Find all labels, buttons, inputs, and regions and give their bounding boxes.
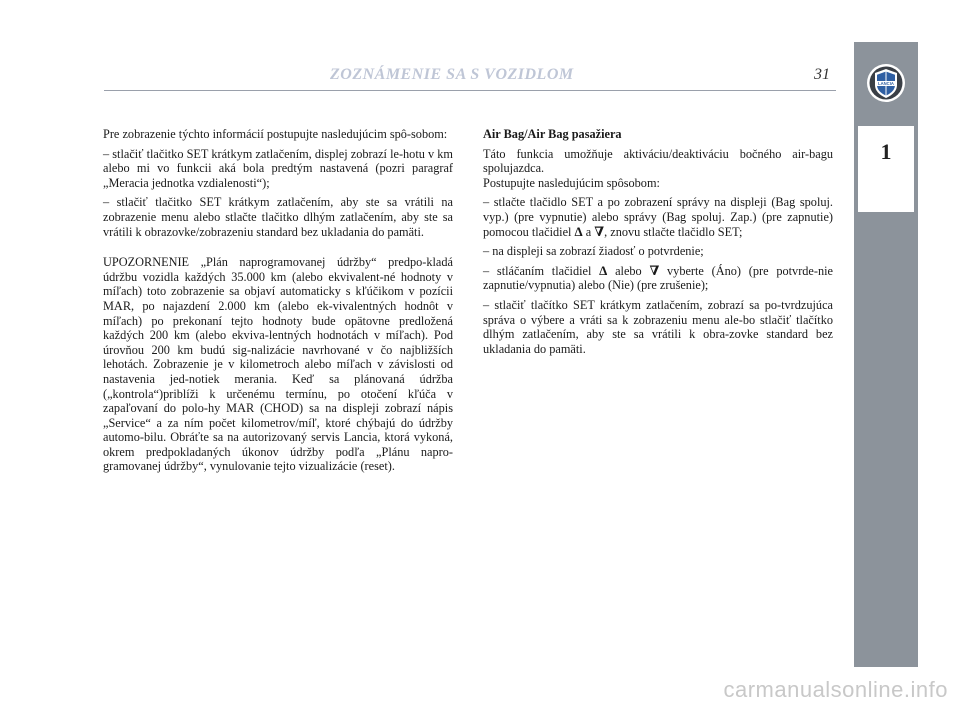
paragraph-text: , znovu stlačte tlačidlo SET; <box>604 224 743 239</box>
paragraph-text: Táto funkcia umožňuje aktiváciu/deaktiváciu bočného air-bagu spolujazdca. <box>483 146 833 176</box>
page-header-title: ZOZNÁMENIE SA S VOZIDLOM <box>330 66 574 83</box>
page-number: 31 <box>814 66 830 83</box>
paragraph-text: vyberte (Áno) (pre potvrde-nie zapnutie/vypnutia) alebo (Nie) (pre zrušenie); <box>483 263 834 293</box>
up-arrow-icon: Δ <box>574 223 583 239</box>
paragraph: – na displeji sa zobrazí žiadosť o potvrdenie; <box>483 244 704 259</box>
logo-lettering: LANCIA <box>878 81 894 86</box>
paragraph-text: alebo <box>607 263 650 278</box>
paragraph: Postupujte nasledujúcim spôsobom: <box>483 175 660 190</box>
up-arrow-icon: Δ <box>599 262 608 278</box>
lancia-shield-icon <box>866 63 906 103</box>
paragraph: – stlačiť tlačitko SET krátkym zatlačením, displej zobrazí le-hotu v km alebo mi vo funkcii aká bola predtým nastavená (pozri paragraf „Meracia jednotka vzdialenosti“); <box>103 146 453 190</box>
paragraph: – stlačiť tlačitko SET krátkym zatlačením, aby ste sa vrátili na zobrazenie menu alebo stlačte tlačitko dlhým zatlačením, aby ste sa vrátili k obrazovke/zobrazeniu standard bez ukladania do pamäti. <box>103 195 453 239</box>
maintenance-warning-paragraph: UPOZORNENIE „Plán naprogramovanej údržby“ predpo-kladá údržbu vozidla každých 35.000 km (alebo ekvivalent-né hodnoty v míľach) toto zobrazenie sa objaví automaticky s kľúčikom v pozícii MAR, po najazdení 2.000 km (alebo ek-vivalentných hodnôt v míľach) po prekonaní tejto hodnoty bude opätovne predložená každých 200 km (alebo ekviva-lentných hodnotách v míľach). Pod úrovňou 200 km budú sig-nalizácie navrhované v čo najbližších lehotách. Zobrazenie je v kilometroch alebo míľach v závislosti od nastavenia jed-notiek merania. Keď sa plánovaná údržba („kontrola“)priblíži k určenému termínu, po otočení kľúča v zapaľovaní do polo-hy MAR (CHOD) sa na displeji zobrazí nápis „Service“ a za ním počet kilometrov/míľ, ktoré chýbajú do údržby automo-bilu. Obráťte sa na autorizovaný servis Lancia, ktorá vykoná, okrem predpokladaných úkonov údržby podľa „Plánu napro-gramovanej údržby“, vynulovanie tejto vizualizácie (reset). <box>103 255 453 474</box>
paragraph <box>483 195 833 239</box>
left-column <box>103 127 453 479</box>
down-arrow-icon: ∇ <box>649 262 660 278</box>
paragraph: – stlačiť tlačítko SET krátkym zatlačením, zobrazí sa po-tvrdzujúca správa o výbere a vráti sa k zobrazeniu menu ale-bo stlačiť tlačítko dlhým zatlačením, aby ste sa vrátili k obra-zovke standard bez ukladania do pamäti. <box>483 297 833 356</box>
paragraph <box>483 264 833 293</box>
chapter-side-tab <box>854 42 918 667</box>
chapter-number: 1 <box>858 126 914 212</box>
watermark: carmanualsonline.info <box>723 677 948 702</box>
paragraph <box>483 147 833 176</box>
header-divider <box>104 90 836 91</box>
logo-box <box>854 42 918 122</box>
paragraph-text: – stláčaním tlačidiel <box>483 263 600 278</box>
section-title-airbag: Air Bag/Air Bag pasažiera <box>483 127 622 141</box>
paragraph-text: a <box>582 224 595 239</box>
right-column <box>483 127 833 361</box>
paragraph: Pre zobrazenie týchto informácií postupujte nasledujúcim spô-sobom: <box>103 127 448 141</box>
paragraph-text: – stlačte tlačidlo SET a po zobrazení správy na displeji (Bag spoluj. vyp.) (pre vypnutie) alebo správy (Bag spoluj. Zap.) (pre zapnutie) pomocou tlačidiel <box>483 195 833 239</box>
down-arrow-icon: ∇ <box>594 223 605 239</box>
